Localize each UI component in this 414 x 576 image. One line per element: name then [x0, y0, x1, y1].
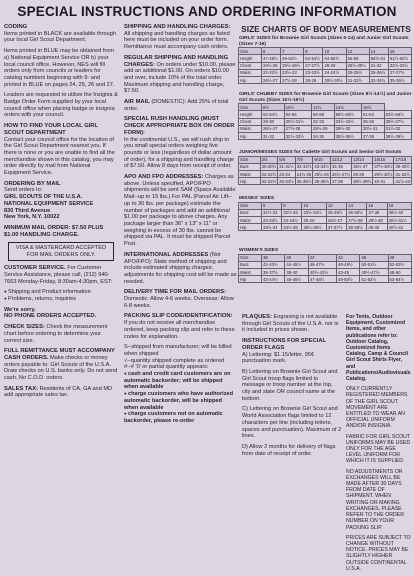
- measurement-cell: 27½-28: [284, 125, 311, 132]
- reg-heading: REGULAR SHIPPING AND HANDLING CHARGES:: [124, 54, 229, 68]
- coding-heading: CODING: [4, 24, 28, 30]
- measurement-cell: 43-44½: [262, 276, 285, 283]
- measurement-cell: 29-30: [262, 118, 285, 125]
- size-row: [239, 125, 412, 132]
- measurement-cell: 34-35: [330, 163, 351, 170]
- girls-sizes-title: GIRLS' SIZES for Brownie Girl Scouts (Sizes 6-14) and Junior Girl Scouts (Sizes 7-16): [239, 36, 409, 47]
- measurement-cell: 35-37½: [262, 268, 285, 275]
- measurement-cell: 26½-27½: [331, 171, 351, 177]
- women-sizes-table: [238, 248, 412, 283]
- full-text: Make checks or money orders payable to: Girl Scouts of the U.S.A. Draw checks on U.S. banks only. Do not send cash. No C.O.D. orders.: [4, 354, 118, 382]
- code-check: √--quantity shipped complete as ordered: [124, 357, 225, 364]
- size-header-cell: 6: [262, 202, 282, 209]
- page-title: SPECIAL INSTRUCTIONS AND ORDERING INFORMATION: [17, 4, 397, 19]
- measurement-cell: 24-24½: [282, 216, 302, 223]
- flags-c: C) Lettering on Brownie Girl Scout and World Association flags limited to 12 characters per line (including letters, spaces and punctuation). Maximum of 2 lines.: [242, 406, 342, 440]
- measurement-cell: 31-31½: [279, 164, 294, 170]
- measurement-cell: 31-32½: [346, 76, 369, 83]
- cs-bullet-2: ● Problems, returns, inquiries: [4, 296, 118, 303]
- measurement-cell: 32½-33: [282, 209, 302, 216]
- chubby-sizes-table: [238, 92, 412, 140]
- measurement-label: Waist: [239, 268, 262, 275]
- reg-text: On orders under $10.00, please add an additional $1.00. On orders $10.00 and over, include 10% of the total order. Maximum shipping and handling charge, $7.50.: [124, 61, 236, 95]
- tax-heading: SALES TAX:: [4, 385, 39, 392]
- mail-line-5: New York, N.Y. 10022: [4, 214, 60, 221]
- measurement-label: Hip: [239, 276, 262, 283]
- no-phone-orders: NO PHONE ORDERS ACCEPTED.: [4, 313, 97, 320]
- measurement-cell: 31-32: [262, 132, 285, 139]
- measurement-cell: 39-40: [367, 224, 387, 231]
- air-heading: AIR MAIL: [124, 99, 150, 106]
- column-shipping: [124, 24, 237, 425]
- measurement-cell: 26½-27: [262, 125, 285, 132]
- measurement-cell: 29½-30½: [374, 171, 393, 177]
- measurement-cell: 37½-38½: [374, 164, 393, 170]
- measurement-cell: 35½-36½: [302, 224, 326, 231]
- chubby-sizes-title: GIRLS' CHUBBY SIZES for Brownie Girl Scouts (Sizes 8½-14½) and Junior Girl Scouts (Sizes 10½-16½): [239, 92, 412, 103]
- mail-line-1: Send orders to:: [4, 187, 43, 194]
- measurement-cell: 29½-30: [334, 125, 361, 132]
- measurement-cell: 31½-32: [384, 125, 411, 132]
- measurement-cell: 26½-27: [262, 76, 281, 83]
- size-header-cell: 14: [347, 202, 367, 209]
- mail-line-2: GIRL SCOUTS OF THE U.S.A.: [4, 194, 83, 201]
- measurement-cell: 32-33: [311, 118, 334, 125]
- measurement-cell: 23-24: [278, 170, 296, 177]
- size-header-cell: 6: [262, 48, 281, 55]
- measurement-cell: 30½-31½: [387, 216, 411, 223]
- size-header-cell: Size: [239, 48, 262, 55]
- policy-4: NO ADJUSTMENTS OR EXCHANGES WILL BE MADE AFTER 30 DAYS FROM DATE OF SHIPMENT. WHEN WRITING OR MAKING EXCHANGES, PLEASE REFER TO THE ORDER NUMBER ON YOUR PACKING SLIP.: [346, 468, 404, 531]
- chubby-sizes-grid: [238, 103, 412, 140]
- ship-heading: SHIPPING AND HANDLING CHARGES:: [124, 24, 231, 30]
- measurement-cell: 50-51½: [360, 261, 388, 268]
- measurement-label: Bust: [239, 163, 261, 170]
- mail-line-4: 830 Third Avenue: [4, 207, 51, 214]
- measurement-cell: 44-45½: [285, 261, 308, 268]
- measurement-label: Bust: [239, 209, 262, 216]
- measurement-cell: 27½-28: [347, 216, 367, 223]
- policy-5: PRICES ARE SUBJECT TO CHANGE WITHOUT NOTICE. PRICES MAY BE SLIGHTLY HIGHER OUTSIDE CONTINENTAL U.S.A.: [346, 534, 411, 572]
- measurement-cell: 38-40: [285, 268, 308, 275]
- measurement-cell: 53-54½: [388, 276, 411, 283]
- size-row: [239, 163, 412, 170]
- size-header-cell: 38: [262, 254, 285, 261]
- size-header-row: [239, 48, 412, 55]
- cs-heading: CUSTOMER SERVICE.: [4, 265, 66, 272]
- measurement-cell: 33-34½: [369, 76, 388, 83]
- measurement-cell: 31½-32: [262, 209, 282, 216]
- measurement-cell: 26½-27: [326, 216, 346, 223]
- measurement-cell: 38½-39½: [384, 132, 411, 139]
- size-header-cell: 48: [388, 254, 411, 261]
- size-row: [239, 209, 412, 216]
- measurement-label: Waist: [239, 125, 262, 132]
- measurement-label: Height: [239, 111, 262, 118]
- measurement-label: Height: [239, 55, 262, 62]
- measurement-cell: 25½-26: [314, 171, 329, 177]
- measurement-cell: 29½-30½: [323, 76, 346, 83]
- women-sizes-grid: [238, 254, 412, 284]
- find-local-heading: HOW TO FIND YOUR LOCAL GIRL SCOUT DEPARTMENT: [4, 123, 98, 136]
- measurement-cell: 22-22½: [262, 69, 281, 76]
- measurement-cell: 61½-62½: [388, 55, 411, 62]
- plaques-heading: PLAQUES:: [242, 314, 272, 320]
- size-header-cell: 12½: [311, 104, 334, 111]
- measurement-cell: 28-29: [352, 170, 373, 177]
- ship-text: All shipping and handling charges as listed here must be included on your order form. Remittance must accompany cash orders.: [124, 30, 230, 51]
- size-header-cell: 5/6: [278, 156, 296, 163]
- misses-sizes-grid: [238, 202, 412, 232]
- code-bullet-1: ● cash and credit card customers are on automatic backorder; will be shipped when available: [124, 371, 237, 391]
- measurement-cell: 23-23½: [262, 216, 282, 223]
- measurement-cell: 61-63: [361, 111, 384, 118]
- size-header-cell: 42: [308, 254, 336, 261]
- measurement-cell: 40½-42: [387, 224, 411, 231]
- measurement-cell: 28-29: [323, 62, 346, 69]
- measurement-label: Bust: [239, 261, 262, 268]
- size-charts-title: SIZE CHARTS OF BODY MEASUREMENTS: [241, 24, 411, 34]
- delivery-text: Domestic: Allow 4-6 weeks. Overseas: Allow 6-8 weeks.: [124, 296, 234, 309]
- packing-text: If you do not receive all merchandise ordered, keep packing slip and refer to these codes for explanation.: [124, 320, 235, 340]
- measurement-cell: 41½-43: [395, 178, 410, 184]
- measurement-cell: 49-52½: [281, 55, 304, 62]
- measurement-label: Hip: [239, 178, 261, 185]
- size-header-cell: 12: [346, 48, 369, 55]
- mail-heading: ORDERING BY MAIL: [4, 180, 61, 187]
- measurement-label: Hip: [239, 76, 262, 83]
- measurement-cell: 35-35½: [326, 209, 346, 216]
- measurement-cell: 37-38: [361, 132, 384, 139]
- measurement-cell: 43-45: [336, 268, 359, 275]
- measurement-cell: 24-24½: [323, 69, 346, 76]
- size-header-cell: 3/4: [260, 156, 278, 163]
- measurement-cell: 40½-42½: [308, 268, 336, 275]
- measurement-cell: 35½-37: [352, 163, 373, 170]
- measurement-cell: 33½-34: [262, 224, 282, 231]
- size-header-cell: Size: [239, 104, 262, 111]
- measurement-label: Chest: [239, 62, 262, 69]
- size-header-cell: 8: [282, 202, 302, 209]
- measurement-cell: 31-32½: [395, 171, 410, 177]
- measurement-cell: 33-34½: [279, 178, 294, 184]
- size-header-cell: 44: [336, 254, 359, 261]
- size-header-cell: 16: [388, 48, 411, 55]
- measurement-cell: 52-54½: [304, 55, 323, 62]
- measurement-cell: 58½-60½: [334, 111, 361, 118]
- policy-2: ONLY CURRENTLY REGISTERED MEMBERS OF THE GIRL SCOUT MOVEMENT ARE ENTITLED TO WEAR AN OFFICIAL UNIFORM AND/OR INSIGNIA.: [346, 386, 408, 430]
- measurement-cell: 32½-33½: [388, 62, 411, 69]
- size-header-cell: 10: [302, 202, 326, 209]
- size-header-cell: 40: [285, 254, 308, 261]
- size-header-cell: 16: [367, 202, 387, 209]
- measurement-cell: 31-32: [369, 62, 388, 69]
- size-row: [239, 224, 412, 231]
- size-row: [239, 261, 412, 268]
- measurement-cell: 34-35: [311, 132, 334, 139]
- measurement-cell: 39-40½: [395, 164, 410, 170]
- measurement-cell: 45-46½: [285, 276, 308, 283]
- measurement-cell: 25-26: [302, 216, 326, 223]
- measurement-cell: 49-50½: [336, 276, 359, 283]
- measurement-cell: 52-53½: [388, 261, 411, 268]
- measurement-cell: 32½-33½: [284, 132, 311, 139]
- measurement-cell: 45½-47½: [360, 268, 388, 275]
- sorry-text: We're sorry,: [4, 306, 36, 313]
- measurement-cell: 54-56: [284, 111, 311, 118]
- size-row: [239, 268, 412, 275]
- code-s: S--shipped from manufacturer; will be billed when shipped: [124, 344, 232, 357]
- measurement-cell: 29½-30½: [346, 62, 369, 69]
- flags-a: A) Lettering: $1.15/letter, 95¢ punctuation mark.: [242, 351, 315, 365]
- coding-text-1: Items printed in BLACK are available through your local Girl Scout Department.: [4, 30, 116, 44]
- measurement-cell: 52-54½: [262, 111, 285, 118]
- measurement-cell: 51-52½: [360, 276, 388, 283]
- check-heading: CHECK SIZES:: [4, 324, 45, 331]
- measurement-cell: 36½-37½: [384, 118, 411, 125]
- measurement-cell: 54-55½: [323, 55, 346, 62]
- measurement-label: Hip: [239, 224, 262, 231]
- check-text: Check the measurement chart before ordering to determine your correct size.: [4, 324, 108, 344]
- girls-sizes-table: [238, 36, 412, 84]
- size-row: [239, 216, 412, 223]
- size-header-row: [239, 156, 412, 163]
- column-flags: [242, 314, 342, 461]
- code-partial: #--# '0' or partial quantity appears:: [124, 364, 209, 371]
- size-header-cell: 46: [360, 254, 388, 261]
- column-policies: [346, 314, 412, 576]
- size-header-row: [239, 104, 412, 111]
- cs-text: For Customer Service Assistance, please call, (212) 940-7663 Monday-Friday, 8:30am-4:30pm, EST:: [4, 265, 113, 285]
- code-bullet-2: ● charge customers who have authorized automatic backorder, will be shipped when available: [124, 391, 237, 411]
- measurement-cell: 30½-31½: [284, 118, 311, 125]
- cs-bullet-1: ● Shipping and Product information: [4, 289, 118, 296]
- rush-heading: SPECIAL RUSH HANDLING (MUST CHECK APPROPRIATE BOX ON ORDER FORM):: [124, 116, 235, 136]
- measurement-label: Chest: [239, 118, 262, 125]
- size-header-cell: 17/18: [394, 156, 412, 163]
- intl-heading: INTERNATIONAL ADDRESSES: [124, 251, 209, 258]
- measurement-cell: 42-43½: [262, 261, 285, 268]
- measurement-cell: 27-27½: [388, 69, 411, 76]
- mail-line-3: NATIONAL EQUIPMENT SERVICE: [4, 200, 94, 207]
- measurement-cell: 37-38: [330, 178, 351, 185]
- measurement-label: Hip: [239, 132, 262, 139]
- size-header-cell: 15/16: [373, 156, 394, 163]
- size-row: [239, 276, 412, 283]
- measurement-cell: 23½-23: [281, 69, 304, 76]
- flags-d: D) Allow 2 months for delivery of flags from date of receipt of order.: [242, 443, 336, 457]
- flags-heading: INSTRUCTIONS FOR SPECIAL ORDER FLAGS: [242, 338, 326, 351]
- measurement-cell: 38-38½: [347, 224, 367, 231]
- size-header-cell: 11/12: [330, 156, 351, 163]
- size-header-cell: 18: [387, 202, 411, 209]
- measurement-cell: 34½-35: [282, 224, 302, 231]
- measurement-cell: 30½-31: [361, 125, 384, 132]
- measurement-label: Waist: [239, 69, 262, 76]
- size-row: [239, 170, 412, 177]
- measurement-cell: 24½-25: [296, 171, 312, 177]
- size-header-cell: 13/14: [352, 156, 373, 163]
- measurement-label: Waist: [239, 170, 261, 177]
- measurement-cell: 27½-28: [281, 76, 304, 83]
- measurement-cell: 58½-61: [369, 55, 388, 62]
- girls-sizes-grid: [238, 47, 412, 84]
- measurement-cell: 33½-34½: [334, 118, 361, 125]
- measurement-cell: 32-32½: [261, 178, 277, 184]
- measurement-cell: 28-29: [304, 76, 323, 83]
- plaques-text: Engraving is not available through Girl Scouts of the U.S.A. nor is it included in prices shown.: [242, 314, 339, 334]
- find-local-text: Contact your council office for the location of the Girl Scout Department nearest you. If there is none or you are unable to find all the merchandise shown in this catalog, you may order directly by mail from National Equipment Service.: [4, 136, 115, 177]
- tax-text: Residents of CA, GA and MD add appropriate sales tax.: [4, 385, 113, 399]
- measurement-cell: 40-41: [373, 178, 394, 185]
- junior-sizes-table: [238, 150, 412, 185]
- size-row: [239, 132, 412, 139]
- packing-heading: PACKING SLIP CODE/IDENTIFICATION:: [124, 313, 233, 320]
- measurement-cell: 24½-25: [262, 62, 281, 69]
- size-row: [239, 118, 412, 125]
- measurement-cell: 56-58: [346, 55, 369, 62]
- size-header-cell: Size: [239, 254, 262, 261]
- size-header-cell: 16½: [361, 104, 384, 111]
- women-sizes-title: WOMEN'S SIZES: [239, 248, 279, 253]
- measurement-cell: 22-22½: [261, 171, 277, 177]
- policy-1: For Tents, Outdoor Equipment, Customized Items, and other publications refer to: Outdoor Catalog, Customized Items Catalog, Camp & Council Girl Scout Shirts Flyer, and Publications/Audiovisuals Catalog.: [346, 314, 411, 383]
- measurement-cell: 25-25½: [346, 69, 369, 76]
- apo-text: Charges as above. Unless specified, APO/FPO shipments will be sent SAM (Space Available Mail--up to 15 lbs.) For PAL (Parcel Air Lift--up to 30 lbs. per package) estimate the number of packages and add an additional $1.00 per package to above charges. Any package larger than 36" x 13" x 11" or weighing in excess of 30 lbs. cannot be shipped via PAL. It must be shipped Parcel Post.: [124, 174, 236, 248]
- measurement-cell: 25½-26½: [281, 62, 304, 69]
- measurement-cell: 48-50: [388, 268, 411, 275]
- size-header-row: [239, 254, 412, 261]
- measurement-cell: 23-23½: [304, 69, 323, 76]
- size-header-cell: Size: [239, 202, 262, 209]
- visa-box: VISA & MASTERCARD ACCEPTED FOR MAIL ORDERS ONLY.: [8, 242, 114, 261]
- measurement-cell: 37-38: [367, 209, 387, 216]
- measurement-label: Waist: [239, 216, 262, 223]
- measurement-cell: 36-36½: [314, 178, 329, 184]
- measurement-cell: 47-48½: [262, 55, 281, 62]
- measurement-cell: 37-37½: [326, 224, 346, 231]
- measurement-cell: 35-36½: [388, 76, 411, 83]
- minimum-order: MINIMUM MAIL ORDER: $7.50 PLUS $1.00 HANDLING CHARGE.: [4, 224, 104, 238]
- intl-text: (Not APO/FPO): State method of shipping and include estimated shipping charges; adjustments for shipping cost will be made as needed.: [124, 251, 237, 285]
- measurement-cell: 36-36½: [347, 209, 367, 216]
- size-row: [239, 111, 412, 118]
- measurement-cell: 35-36: [361, 118, 384, 125]
- size-header-cell: 8: [304, 48, 323, 55]
- size-header-cell: 14: [369, 48, 388, 55]
- measurement-cell: 25-26½: [369, 69, 388, 76]
- misses-sizes-table: [238, 196, 412, 231]
- size-header-cell: 7/8: [295, 156, 313, 163]
- size-header-cell: 14½: [334, 104, 361, 111]
- measurement-cell: 47-48½: [308, 276, 336, 283]
- size-header-cell: 10: [323, 48, 346, 55]
- delivery-heading: DELIVERY TIME FOR MAIL ORDERS:: [124, 289, 226, 296]
- size-header-cell: Size: [239, 156, 261, 163]
- measurement-cell: 28½-30: [367, 216, 387, 223]
- measurement-cell: 38½-40: [387, 209, 411, 216]
- size-header-row: [239, 202, 412, 209]
- measurement-cell: 27-27½: [304, 62, 323, 69]
- size-header-cell: 12: [326, 202, 346, 209]
- junior-sizes-grid: [238, 156, 412, 186]
- measurement-cell: 30-30½: [261, 164, 277, 170]
- apo-heading: APO AND FPO ADDRESSES:: [124, 174, 204, 181]
- measurement-cell: 48-49½: [336, 261, 359, 268]
- size-row: [239, 76, 412, 83]
- measurement-cell: 33½-34½: [302, 209, 326, 216]
- measurement-cell: 56-58: [311, 111, 334, 118]
- rush-text: In the continental U.S., we will rush ship to you small special orders weighing five pounds or less (regardless of dollar amount of order), for a shipping and handling charge of $7.50. Allow 8 days from receipt of order.: [124, 136, 235, 170]
- misses-sizes-title: MISSES' SIZES: [239, 196, 275, 201]
- measurement-cell: 35-35½: [296, 178, 312, 184]
- size-row: [239, 62, 412, 69]
- size-header-cell: 7: [281, 48, 304, 55]
- measurement-cell: 32-32½: [296, 164, 312, 170]
- coding-text-3: Leaders are requested to utilize the Insignia & Badge Order Form supplied by your local council office when placing badge or insignia orders with your council.: [4, 92, 118, 119]
- code-bullet-3: ● charge customers not on automatic backorder, please re-order: [124, 411, 237, 424]
- full-heading: FULL REMITTANCE MUST ACCOMPANY CASH ORDERS.: [4, 348, 115, 361]
- measurement-cell: 33-33½: [314, 164, 329, 170]
- measurement-cell: 35½-36½: [334, 132, 361, 139]
- size-header-cell: 10½: [284, 104, 311, 111]
- measurement-cell: 28½-29: [311, 125, 334, 132]
- column-ordering-basics: [4, 24, 118, 403]
- size-header-cell: 9/10: [313, 156, 331, 163]
- measurement-cell: 38½-39½: [353, 178, 372, 184]
- junior-sizes-title: JUNIOR/MISSES SIZES for Cadette Girl Scouts and Senior Girl Scouts: [239, 150, 402, 155]
- measurement-cell: 46-47½: [308, 261, 336, 268]
- coding-text-2: Items printed in BLUE may be obtained from a) National Equipment Service OR b) your local council office. However, NES will fill orders only from councils or leaders for catalog numbers beginning with 9- and printed in BLUE on pages 24, 25, 26 and 27.: [4, 48, 115, 88]
- air-text: (DOMESTIC): Add 25% of total order.: [124, 99, 229, 112]
- size-header-cell: 8½: [262, 104, 285, 111]
- flags-b: B) Lettering on Brownie Girl Scout and Girl Scout troop flags limited to message or troop number at the top, city and state OR council name at the bottom.: [242, 368, 338, 402]
- measurement-cell: 63½-65½: [384, 111, 411, 118]
- size-row: [239, 55, 412, 62]
- policy-3: FABRIC FOR GIRL SCOUT UNIFORMS MAY BE USED ONLY FOR THE AGE LEVEL UNIFORM FOR WHICH IT IS SUPPLIED.: [346, 433, 411, 465]
- size-row: [239, 69, 412, 76]
- size-row: [239, 178, 412, 185]
